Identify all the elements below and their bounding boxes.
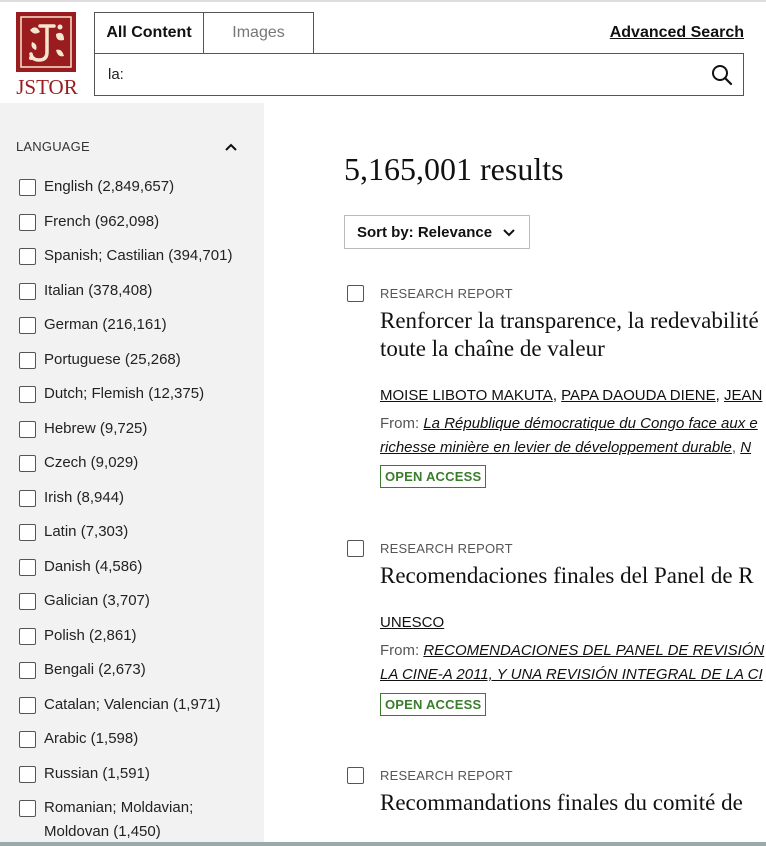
language-facet-item[interactable] — [19, 660, 259, 695]
search-input[interactable] — [94, 53, 744, 96]
logo-text: JSTOR — [16, 75, 78, 99]
tab-images[interactable]: Images — [204, 12, 314, 54]
facet-label: Dutch; Flemish (12,375) — [44, 385, 205, 402]
open-access-badge: OPEN ACCESS — [380, 693, 486, 716]
result-type: RESEARCH REPORT — [380, 768, 513, 783]
facet-label: Czech (9,029) — [44, 454, 139, 471]
author-link[interactable]: UNESCO — [380, 614, 445, 631]
bottom-scroll-bar — [0, 842, 766, 846]
facet-checkbox[interactable] — [19, 559, 36, 576]
facet-label: Italian (378,408) — [44, 281, 153, 299]
facet-label: Irish (8,944) — [44, 488, 125, 506]
facet-checkbox[interactable] — [19, 593, 36, 610]
result-authors — [380, 614, 444, 631]
language-facet-item[interactable] — [19, 729, 259, 764]
tab-all-content[interactable]: All Content — [94, 12, 204, 54]
facet-label: Portuguese (25,268) — [44, 350, 181, 368]
search-button[interactable] — [711, 64, 733, 86]
search-icon — [711, 64, 733, 86]
facet-checkbox[interactable] — [19, 214, 36, 231]
facet-checkbox[interactable] — [19, 628, 36, 645]
facet-checkbox[interactable] — [19, 248, 36, 265]
result-checkbox[interactable] — [347, 285, 364, 302]
language-facet-item[interactable] — [19, 522, 259, 557]
facet-checkbox[interactable] — [19, 766, 36, 783]
result-from — [380, 412, 758, 436]
content-tabs — [94, 12, 314, 54]
result-authors: MOISE LIBOTO MAKUTA, PAPA DAOUDA DIENE, JEAN — [380, 387, 763, 404]
facet-checkbox[interactable] — [19, 352, 36, 369]
facet-label: Romanian; Moldavian; Moldovan (1,450) — [44, 799, 194, 840]
facet-label: Latin (7,303) — [44, 523, 129, 540]
facet-checkbox[interactable] — [19, 800, 36, 817]
facet-label: Hebrew (9,725) — [44, 419, 148, 437]
language-facet-item[interactable] — [19, 281, 259, 316]
language-facet-header[interactable] — [16, 139, 238, 154]
result-type: RESEARCH REPORT — [380, 286, 513, 301]
language-facet-item[interactable] — [19, 384, 259, 419]
language-facet-item[interactable] — [19, 350, 259, 385]
results-main — [264, 103, 766, 846]
facet-label: Arabic (1,598) — [44, 730, 139, 747]
jstor-emblem-icon — [16, 12, 76, 72]
author-link[interactable]: MOISE LIBOTO MAKUTA — [380, 387, 553, 404]
chevron-down-icon — [502, 227, 516, 237]
facet-checkbox[interactable] — [19, 662, 36, 679]
language-facet-list — [19, 177, 259, 846]
facet-checkbox[interactable] — [19, 421, 36, 438]
facet-label: French (962,098) — [44, 212, 160, 230]
result-title[interactable]: Recommandations finales du comité de — [380, 790, 743, 815]
language-facet-item[interactable] — [19, 798, 259, 846]
results-count: 5,165,001 results — [344, 151, 564, 187]
advanced-search-link[interactable]: Advanced Search — [609, 24, 744, 41]
facet-checkbox[interactable] — [19, 386, 36, 403]
facet-label: German (216,161) — [44, 316, 167, 333]
filter-sidebar — [0, 103, 264, 846]
author-link[interactable]: PAPA DAOUDA DIENE — [561, 387, 716, 404]
result-checkbox[interactable] — [347, 540, 364, 557]
facet-label: Galician (3,707) — [44, 592, 150, 609]
source-link-cont[interactable]: richesse minière en levier de développement durable — [380, 439, 732, 456]
source-link[interactable]: La République démocratique du Congo face aux e — [423, 415, 758, 432]
facet-label: Danish (4,586) — [44, 557, 143, 575]
facet-checkbox[interactable] — [19, 317, 36, 334]
facet-checkbox[interactable] — [19, 524, 36, 541]
jstor-logo[interactable] — [16, 12, 78, 100]
result-type: RESEARCH REPORT — [380, 541, 513, 556]
facet-label: Bengali (2,673) — [44, 661, 146, 678]
language-facet-item[interactable] — [19, 591, 259, 626]
result-title[interactable]: Recomendaciones finales del Panel de R — [380, 563, 754, 588]
facet-checkbox[interactable] — [19, 283, 36, 300]
result-title[interactable]: Renforcer la transparence, la redevabilité — [380, 308, 759, 333]
facet-checkbox[interactable] — [19, 697, 36, 714]
chevron-up-icon[interactable] — [224, 142, 238, 152]
language-facet-item[interactable] — [19, 557, 259, 592]
sort-dropdown[interactable] — [344, 215, 530, 249]
source-link[interactable]: RECOMENDACIONES DEL PANEL DE REVISIÓN — [423, 642, 765, 659]
facet-checkbox[interactable] — [19, 490, 36, 507]
result-title-line2[interactable]: toute la chaîne de valeur — [380, 336, 605, 361]
source-link-suffix[interactable]: N — [740, 439, 752, 456]
facet-checkbox[interactable] — [19, 179, 36, 196]
language-facet-item[interactable] — [19, 419, 259, 454]
facet-label: English (2,849,657) — [44, 178, 175, 195]
language-facet-item[interactable] — [19, 246, 259, 281]
facet-label: Catalan; Valencian (1,971) — [44, 695, 221, 713]
language-facet-item[interactable] — [19, 453, 259, 488]
facet-label: Polish (2,861) — [44, 626, 137, 644]
from-label: From: — [380, 415, 420, 432]
facet-label: Spanish; Castilian (394,701) — [44, 247, 233, 264]
facet-checkbox[interactable] — [19, 455, 36, 472]
language-facet-item[interactable] — [19, 695, 259, 730]
open-access-badge: OPEN ACCESS — [380, 465, 486, 488]
search-input-value: la: — [108, 66, 124, 83]
language-facet-item[interactable] — [19, 488, 259, 523]
sort-label: Sort by: Relevance — [357, 223, 493, 241]
facet-label: Russian (1,591) — [44, 764, 150, 782]
language-facet-item[interactable] — [19, 626, 259, 661]
source-link-cont[interactable]: LA CINE-A 2011, Y UNA REVISIÓN INTEGRAL DE LA CI — [380, 666, 763, 683]
language-facet-item[interactable] — [19, 212, 259, 247]
result-from-line2 — [380, 663, 763, 687]
result-from — [380, 639, 764, 663]
header — [0, 0, 766, 103]
result-checkbox[interactable] — [347, 767, 364, 784]
author-link[interactable]: JEAN — [724, 387, 763, 404]
facet-title: LANGUAGE — [16, 139, 90, 154]
result-from-line2: richesse minière en levier de développement durable, N — [380, 439, 752, 456]
language-facet-item[interactable] — [19, 315, 259, 350]
language-facet-item[interactable] — [19, 764, 259, 799]
facet-checkbox[interactable] — [19, 731, 36, 748]
language-facet-item[interactable] — [19, 177, 259, 212]
from-label: From: — [380, 642, 420, 659]
